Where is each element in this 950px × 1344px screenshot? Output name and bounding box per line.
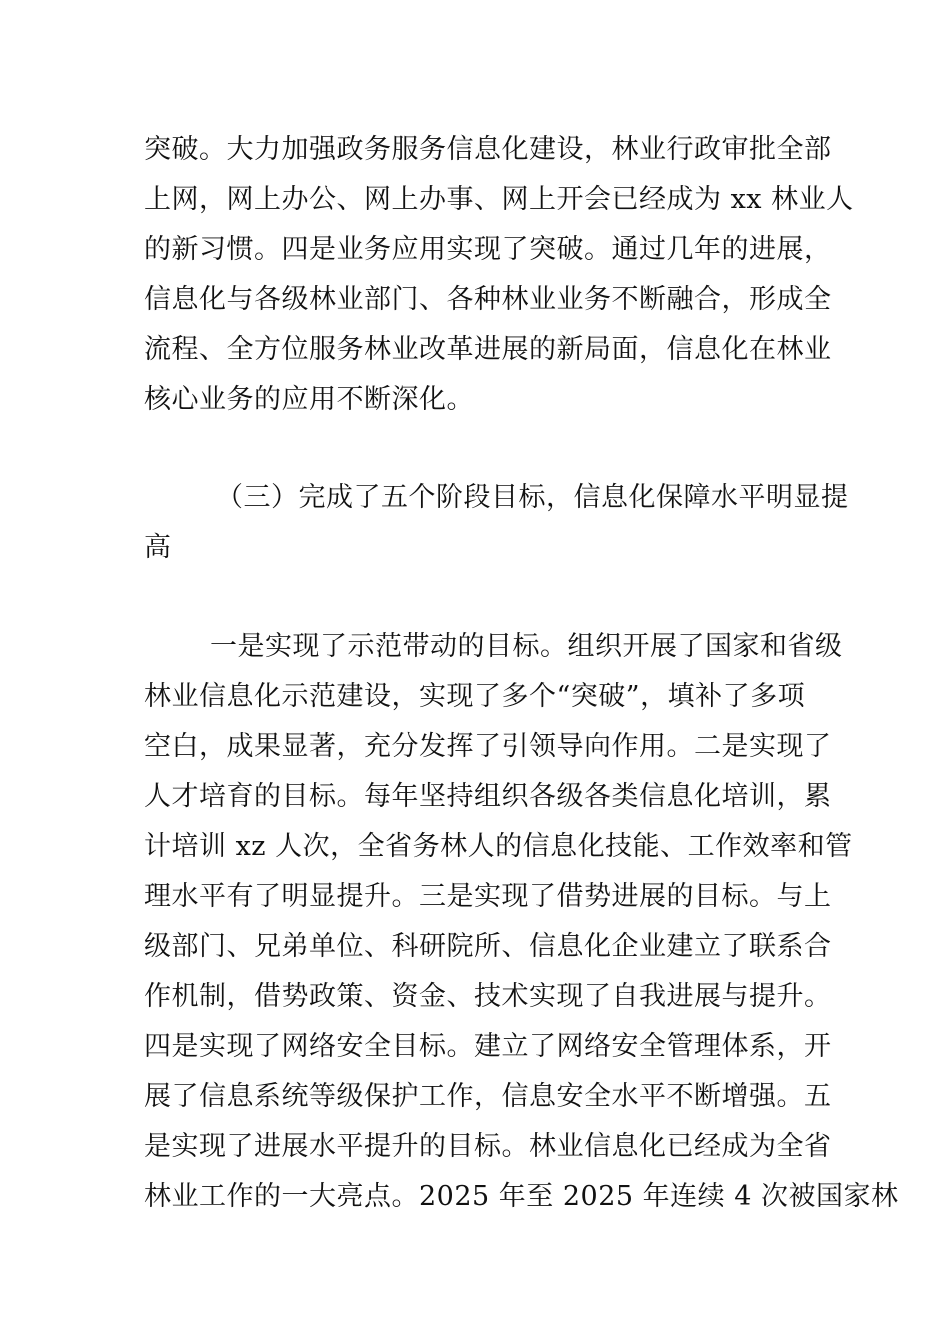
paragraph-2-line: 作机制，借势政策、资金、技术实现了自我进展与提升。 [144, 981, 832, 1012]
section-heading-line: 高 [144, 532, 172, 563]
paragraph-2-line: 理水平有了明显提升。三是实现了借势进展的目标。与上 [144, 881, 832, 912]
paragraph-2-line: 四是实现了网络安全目标。建立了网络安全管理体系，开 [144, 1031, 832, 1062]
paragraph-2-line: 计培训 xz 人次，全省务林人的信息化技能、工作效率和管 [144, 831, 853, 862]
paragraph-2-line: 空白，成果显著，充分发挥了引领导向作用。二是实现了 [144, 731, 832, 762]
paragraph-2-line: 级部门、兄弟单位、科研院所、信息化企业建立了联系合 [144, 931, 832, 962]
paragraph-1-line: 突破。大力加强政务服务信息化建设，林业行政审批全部 [144, 134, 832, 165]
paragraph-1-line: 上网，网上办公、网上办事、网上开会已经成为 xx 林业人 [144, 184, 854, 215]
paragraph-2-line: 展了信息系统等级保护工作，信息安全水平不断增强。五 [144, 1081, 832, 1112]
paragraph-1-line: 信息化与各级林业部门、各种林业业务不断融合，形成全 [144, 284, 832, 315]
paragraph-2-line: 人才培育的目标。每年坚持组织各级各类信息化培训，累 [144, 781, 832, 812]
paragraph-2-line: 林业信息化示范建设，实现了多个“突破”，填补了多项 [144, 681, 806, 712]
paragraph-2-line: 是实现了进展水平提升的目标。林业信息化已经成为全省 [144, 1131, 832, 1162]
section-heading-line: （三）完成了五个阶段目标，信息化保障水平明显提 [216, 482, 849, 513]
paragraph-1-line: 核心业务的应用不断深化。 [144, 384, 474, 415]
paragraph-1-line: 的新习惯。四是业务应用实现了突破。通过几年的进展， [144, 234, 832, 265]
paragraph-2-line: 林业工作的一大亮点。2025 年至 2025 年连续 4 次被国家林 [144, 1181, 899, 1212]
paragraph-1-line: 流程、全方位服务林业改革进展的新局面，信息化在林业 [144, 334, 832, 365]
paragraph-2-line: 一是实现了示范带动的目标。组织开展了国家和省级 [210, 631, 843, 662]
